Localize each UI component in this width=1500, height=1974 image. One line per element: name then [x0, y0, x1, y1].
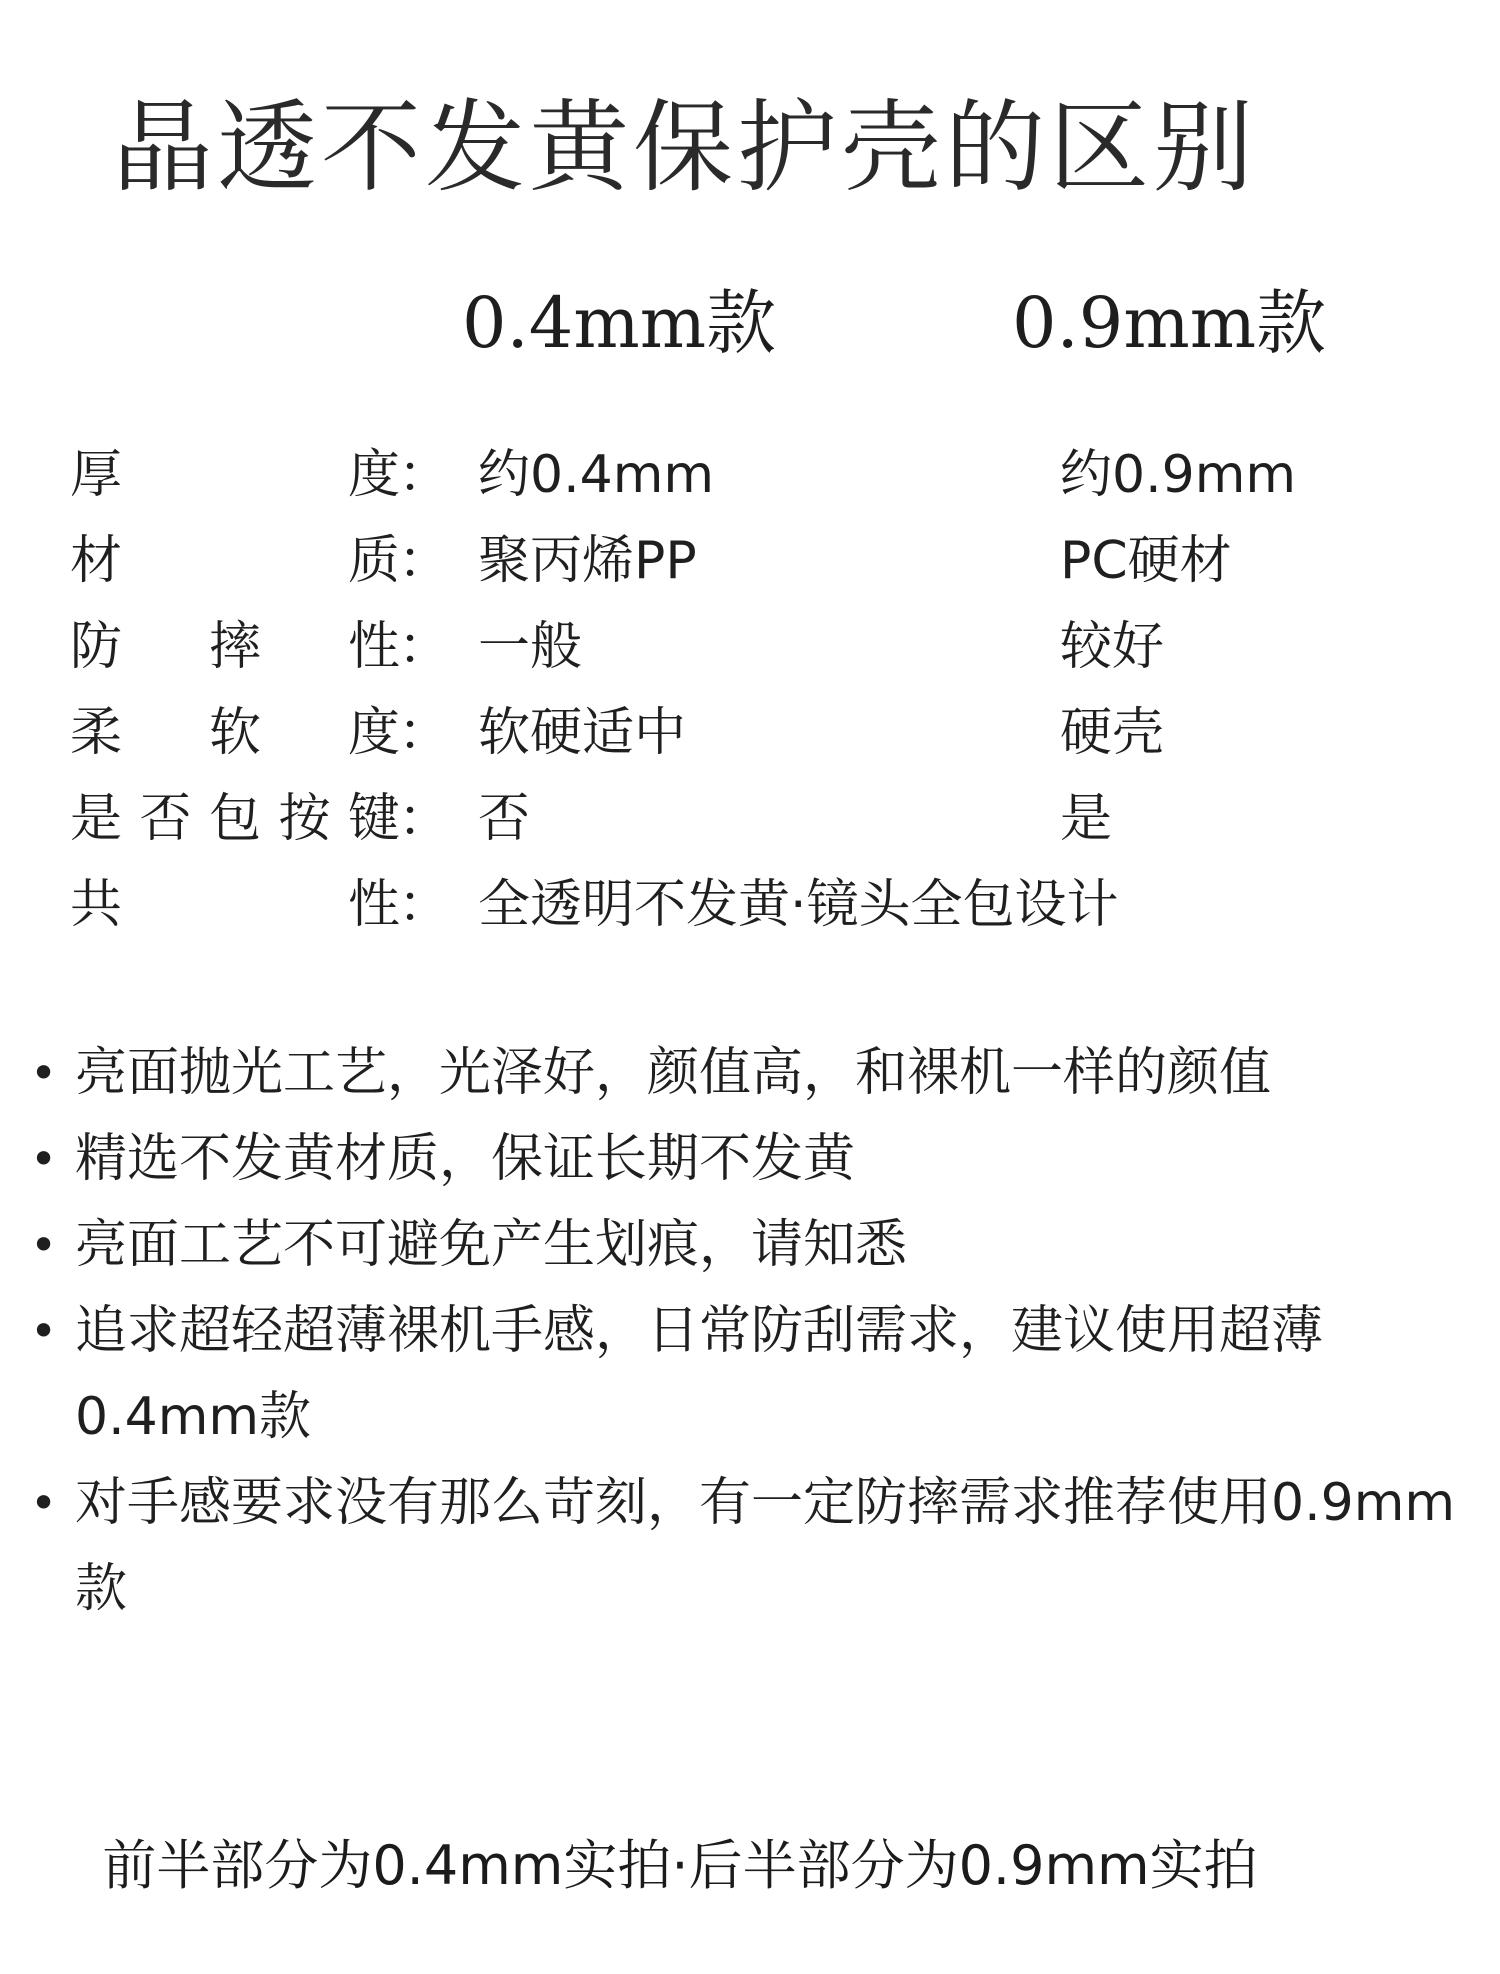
spec-label-char: 度: [347, 703, 400, 763]
spec-value-0-9mm: 是: [1060, 789, 1113, 849]
spec-row-common: [70, 862, 1450, 948]
spec-value-0-9mm: 约0.9mm: [1060, 445, 1297, 505]
list-item: [30, 1460, 1470, 1632]
column-header-0-4mm: 0.4mm款: [462, 282, 777, 364]
page-title: 晶透不发黄保护壳的区别: [113, 89, 1257, 206]
feature-notes-list: [30, 1030, 1470, 1632]
spec-label-char: 质: [347, 531, 400, 591]
spec-label-char: 否: [139, 789, 192, 849]
spec-value-common: 全透明不发黄·镜头全包设计: [478, 875, 1119, 935]
spec-value-0-4mm: 一般: [478, 617, 583, 677]
list-item: [30, 1030, 1470, 1116]
spec-label: [70, 690, 400, 776]
spec-label: [70, 518, 400, 604]
spec-colon: ：: [398, 703, 451, 763]
spec-label-char: 性: [347, 875, 400, 935]
spec-value-0-4mm: 约0.4mm: [478, 445, 715, 505]
spec-label-char: 度: [347, 445, 400, 505]
spec-label: [70, 604, 400, 690]
spec-colon: ：: [398, 531, 451, 591]
spec-label-char: 性: [347, 617, 400, 677]
list-item: [30, 1116, 1470, 1202]
spec-label: [70, 776, 400, 862]
column-header-0-9mm: 0.9mm款: [1012, 282, 1327, 364]
bullet-icon: •: [30, 1304, 58, 1358]
photo-note-footer: 前半部分为0.4mm实拍·后半部分为0.9mm实拍: [102, 1834, 1258, 1897]
bullet-icon: •: [30, 1218, 58, 1272]
spec-value-0-4mm: 软硬适中: [478, 703, 687, 763]
spec-row-thickness: [70, 432, 1450, 518]
spec-colon: ：: [398, 617, 451, 677]
bullet-icon: •: [30, 1046, 58, 1100]
bullet-icon: •: [30, 1132, 58, 1186]
note-text: 追求超轻超薄裸机手感，日常防刮需求，建议使用超薄0.4mm款: [75, 1301, 1324, 1447]
spec-row-material: [70, 518, 1450, 604]
spec-value-0-9mm: 较好: [1060, 617, 1165, 677]
spec-label-char: 防: [70, 617, 123, 677]
spec-label-char: 摔: [208, 617, 261, 677]
spec-label: [70, 862, 400, 948]
spec-row-button-cover: [70, 776, 1450, 862]
note-text: 亮面抛光工艺，光泽好，颜值高，和裸机一样的颜值: [75, 1043, 1272, 1103]
spec-label-char: 键: [347, 789, 400, 849]
note-text: 亮面工艺不可避免产生划痕，请知悉: [75, 1215, 908, 1275]
list-item: [30, 1288, 1470, 1460]
list-item: [30, 1202, 1470, 1288]
spec-value-0-9mm: PC硬材: [1060, 531, 1232, 591]
spec-colon: ：: [398, 445, 451, 505]
bullet-icon: •: [30, 1476, 58, 1530]
spec-label-char: 材: [70, 531, 123, 591]
spec-label-char: 共: [70, 875, 123, 935]
spec-label-char: 厚: [70, 445, 123, 505]
spec-colon: ：: [398, 875, 451, 935]
spec-label-char: 按: [278, 789, 331, 849]
spec-value-0-4mm: 聚丙烯PP: [478, 531, 697, 591]
spec-label-char: 软: [208, 703, 261, 763]
note-text: 对手感要求没有那么苛刻，有一定防摔需求推荐使用0.9mm款: [75, 1473, 1456, 1619]
note-text: 精选不发黄材质，保证长期不发黄: [75, 1129, 856, 1189]
spec-comparison-table: [70, 432, 1450, 948]
spec-label: [70, 432, 400, 518]
spec-row-softness: [70, 690, 1450, 776]
spec-value-0-4mm: 否: [478, 789, 531, 849]
spec-label-char: 包: [208, 789, 261, 849]
spec-label-char: 柔: [70, 703, 123, 763]
spec-label-char: 是: [70, 789, 123, 849]
spec-colon: ：: [398, 789, 451, 849]
spec-row-drop-resistance: [70, 604, 1450, 690]
spec-value-0-9mm: 硬壳: [1060, 703, 1165, 763]
